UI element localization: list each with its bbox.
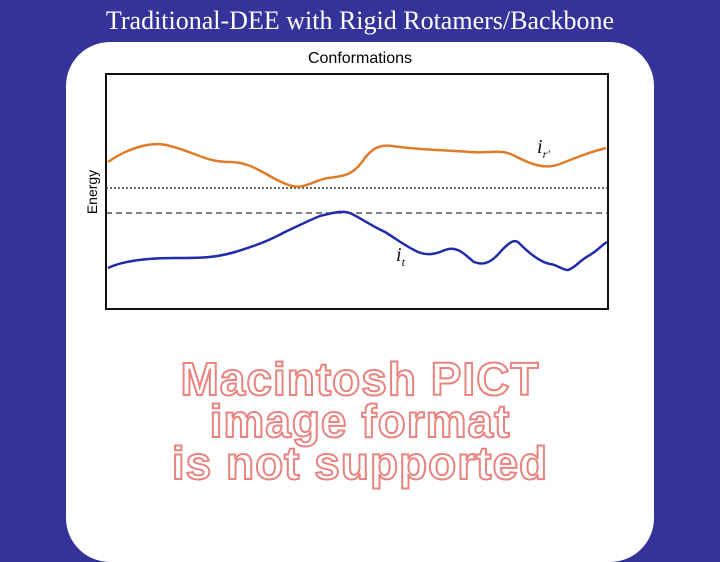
upper-label-sub: r' [542,147,550,161]
pict-line-2: image format [209,395,511,447]
lower-curve-label [396,244,406,269]
lower-label-sub: t [401,255,405,269]
slide-title: Traditional-DEE with Rigid Rotamers/Backbone [105,6,615,35]
pict-placeholder-text [66,353,654,489]
lower-energy-curve [108,212,607,270]
plot-frame [106,74,608,309]
lower-label-main: i [396,244,402,266]
pict-line-1: Macintosh PICT [180,353,540,405]
upper-curve-label [537,136,550,161]
energy-axis-label: Energy [84,169,100,215]
pict-line-3: is not supported [171,437,549,489]
upper-energy-curve [108,144,606,186]
upper-label-main: i [537,136,543,158]
conformations-label: Conformations [307,50,413,67]
